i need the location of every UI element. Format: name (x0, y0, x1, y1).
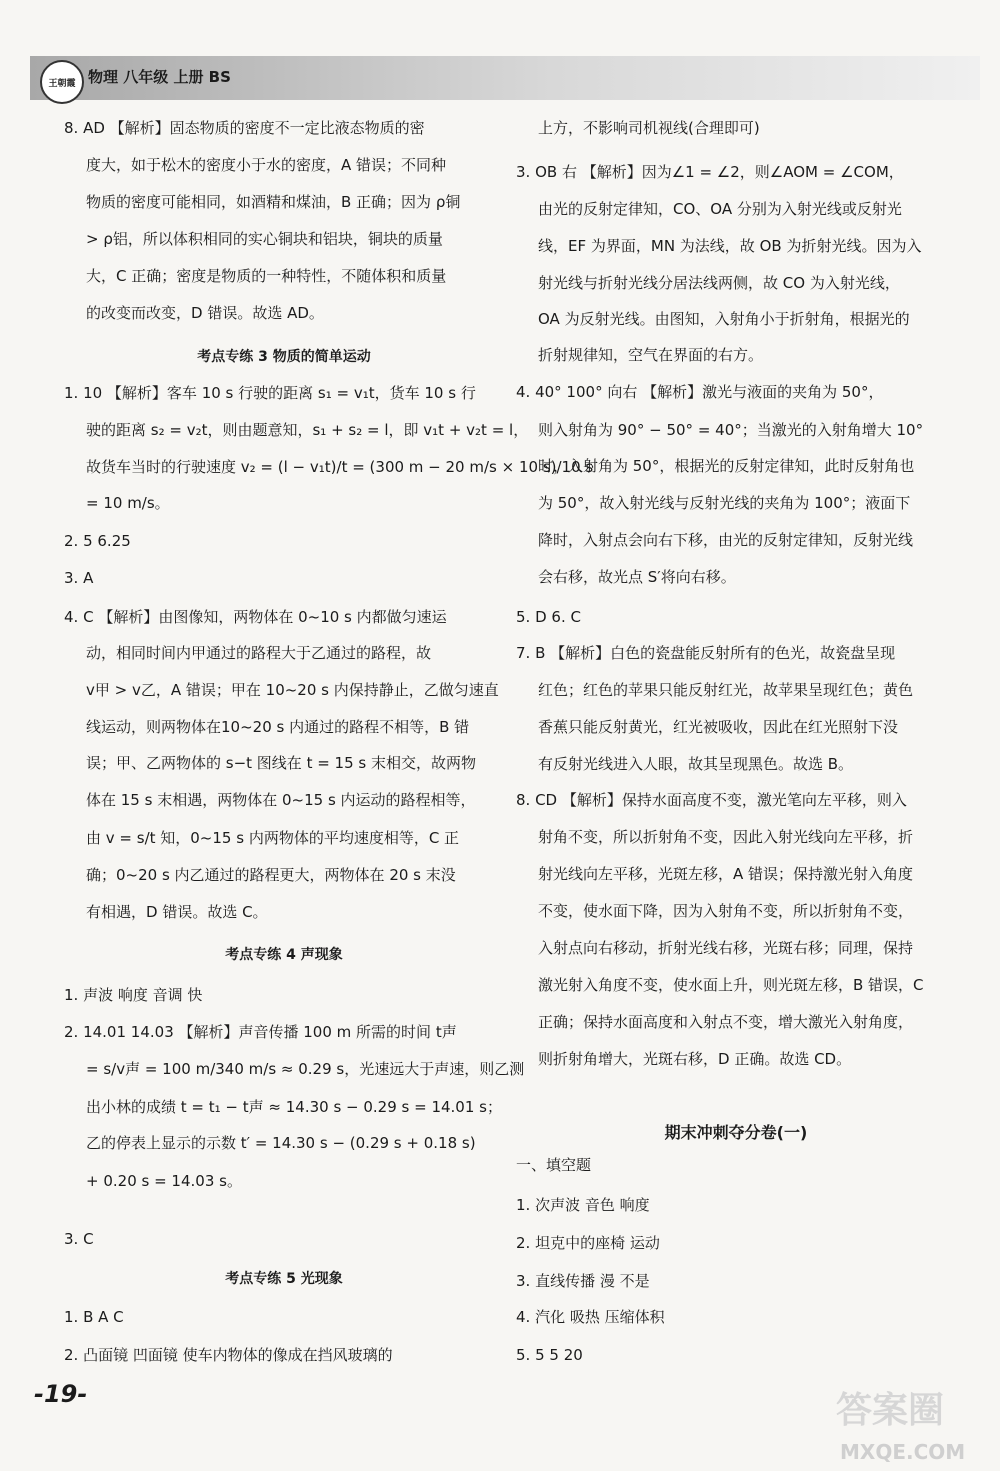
text-line: 5. 5 5 20 (516, 1346, 583, 1364)
text-line: OA 为反射光线。由图知，入射角小于折射角，根据光的 (538, 310, 910, 328)
text-line: 3. A (64, 569, 94, 587)
text-line: 体在 15 s 末相遇，两物体在 0~15 s 内运动的路程相等， (86, 791, 476, 809)
text-line: 2. 凸面镜 凹面镜 使车内物体的像成在挡风玻璃的 (64, 1346, 393, 1364)
section-heading: 考点专练 5 光现象 (225, 1271, 343, 1287)
text-line: 1. 声波 响度 音调 快 (64, 986, 203, 1004)
text-line: 2. 坦克中的座椅 运动 (516, 1234, 660, 1252)
text-line: v甲 > v乙，A 错误；甲在 10~20 s 内保持静止，乙做匀速直 (86, 681, 499, 699)
text-line: > ρ铝，所以体积相同的实心铜块和铝块，铜块的质量 (86, 230, 443, 248)
publisher-logo (40, 60, 84, 104)
text-line: 确；0~20 s 内乙通过的路程更大，两物体在 20 s 末没 (86, 866, 456, 884)
text-line: 有相遇，D 错误。故选 C。 (86, 903, 268, 921)
section-heading: 期末冲刺夺分卷(一) (664, 1123, 808, 1142)
text-line: 红色；红色的苹果只能反射红光，故苹果呈现红色；黄色 (538, 681, 914, 699)
text-line: 度大，如于松木的密度小于水的密度，A 错误；不同种 (86, 156, 447, 174)
text-line: 3. C (64, 1230, 94, 1248)
book-title: 物理 八年级 上册 BS (88, 68, 231, 86)
text-line: 的改变而改变，D 错误。故选 AD。 (86, 304, 324, 322)
text-line: 4. 40° 100° 向右 【解析】激光与液面的夹角为 50°， (516, 383, 884, 401)
text-line: = 10 m/s。 (86, 494, 170, 512)
text-line: 射角不变，所以折射角不变，因此入射光线向左平移，折 (538, 828, 914, 846)
text-line: 3. OB 右 【解析】因为∠1 = ∠2，则∠AOM = ∠COM， (516, 163, 904, 181)
text-line: 时，入射角为 50°，根据光的反射定律知，此时反射角也 (538, 457, 915, 475)
text-line: 则折射角增大，光斑右移，D 正确。故选 CD。 (538, 1050, 852, 1068)
text-line: 7. B 【解析】白色的瓷盘能反射所有的色光，故瓷盘呈现 (516, 644, 896, 662)
text-line: 则入射角为 90° − 50° = 40°；当激光的入射角增大 10° (538, 421, 924, 439)
text-line: 1. 10 【解析】客车 10 s 行驶的距离 s₁ = v₁t，货车 10 s 行 (64, 384, 476, 402)
text-line: 激光射入角度不变，使水面上升，则光斑左移，B 错误，C (538, 976, 924, 994)
text-line: 一、填空题 (516, 1156, 592, 1174)
text-line: 为 50°，故入射光线与反射光线的夹角为 100°；液面下 (538, 494, 911, 512)
section-heading: 考点专练 3 物质的简单运动 (197, 349, 371, 365)
watermark-logo: 答案圈 (836, 1389, 945, 1431)
text-line: 降时，入射点会向右下移，由光的反射定律知，反射光线 (538, 531, 914, 549)
text-line: 2. 5 6.25 (64, 532, 131, 550)
section-heading: 考点专练 4 声现象 (225, 947, 343, 963)
text-line: 3. 直线传播 漫 不是 (516, 1272, 650, 1290)
text-line: 入射点向右移动，折射光线右移，光斑右移；同理，保持 (538, 939, 914, 957)
text-line: 8. CD 【解析】保持水面高度不变，激光笔向左平移，则入 (516, 791, 907, 809)
text-line: 动，相同时间内甲通过的路程大于乙通过的路程，故 (86, 644, 432, 662)
text-line: 会右移，故光点 S′将向右移。 (538, 568, 736, 586)
text-line: 大，C 正确；密度是物质的一种特性，不随体积和质量 (86, 267, 447, 285)
text-line: = s/v声 = 100 m/340 m/s ≈ 0.29 s，光速远大于声速，则乙测 (86, 1060, 525, 1078)
text-line: 驶的距离 s₂ = v₂t，则由题意知，s₁ + s₂ = l，即 v₁t + v₂t = l， (86, 421, 529, 439)
text-line: + 0.20 s = 14.03 s。 (86, 1172, 242, 1190)
text-line: 4. 汽化 吸热 压缩体积 (516, 1308, 665, 1326)
text-line: 故货车当时的行驶速度 v₂ = (l − v₁t)/t = (300 m − 20 m/s × 10 s)/10 s (86, 458, 594, 476)
text-line: 有反射光线进入人眼，故其呈现黑色。故选 B。 (538, 755, 854, 773)
text-line: 正确；保持水面高度和入射点不变，增大激光入射角度， (538, 1013, 914, 1031)
text-line: 1. B A C (64, 1308, 124, 1326)
text-line: 射光线与折射光线分居法线两侧，故 CO 为入射光线， (538, 274, 900, 292)
text-line: 线，EF 为界面，MN 为法线，故 OB 为折射光线。因为入 (538, 237, 922, 255)
text-line: 香蕉只能反射黄光，红光被吸收，因此在红光照射下没 (538, 718, 899, 736)
text-line: 由 v = s/t 知，0~15 s 内两物体的平均速度相等，C 正 (86, 829, 460, 847)
text-line: 物质的密度可能相同，如酒精和煤油，B 正确；因为 ρ铜 (86, 193, 461, 211)
text-line: 4. C 【解析】由图像知，两物体在 0~10 s 内都做匀速运 (64, 608, 447, 626)
text-line: 8. AD 【解析】固态物质的密度不一定比液态物质的密 (64, 119, 425, 137)
text-line: 2. 14.01 14.03 【解析】声音传播 100 m 所需的时间 t声 (64, 1023, 457, 1041)
text-line: 不变，使水面下降，因为入射角不变，所以折射角不变， (538, 902, 914, 920)
text-line: 误；甲、乙两物体的 s−t 图线在 t = 15 s 末相交，故两物 (86, 754, 476, 772)
text-line: 乙的停表上显示的示数 t′ = 14.30 s − (0.29 s + 0.18 s) (86, 1134, 476, 1152)
text-line: 线运动，则两物体在10~20 s 内通过的路程不相等，B 错 (86, 718, 470, 736)
text-line: 上方，不影响司机视线(合理即可) (538, 119, 760, 137)
watermark-url: MXQE.COM (840, 1440, 966, 1464)
text-line: 射光线向左平移，光斑左移，A 错误；保持激光射入角度 (538, 865, 914, 883)
text-line: 折射规律知，空气在界面的右方。 (538, 346, 764, 364)
text-line: 出小林的成绩 t = t₁ − t声 ≈ 14.30 s − 0.29 s = 14.01 s； (86, 1098, 502, 1116)
text-line: 5. D 6. C (516, 608, 581, 626)
text-line: 1. 次声波 音色 响度 (516, 1196, 650, 1214)
logo-text: 王朝霞 (48, 78, 76, 89)
text-line: 由光的反射定律知，CO、OA 分别为入射光线或反射光 (538, 200, 902, 218)
page-number: -19- (34, 1380, 88, 1408)
